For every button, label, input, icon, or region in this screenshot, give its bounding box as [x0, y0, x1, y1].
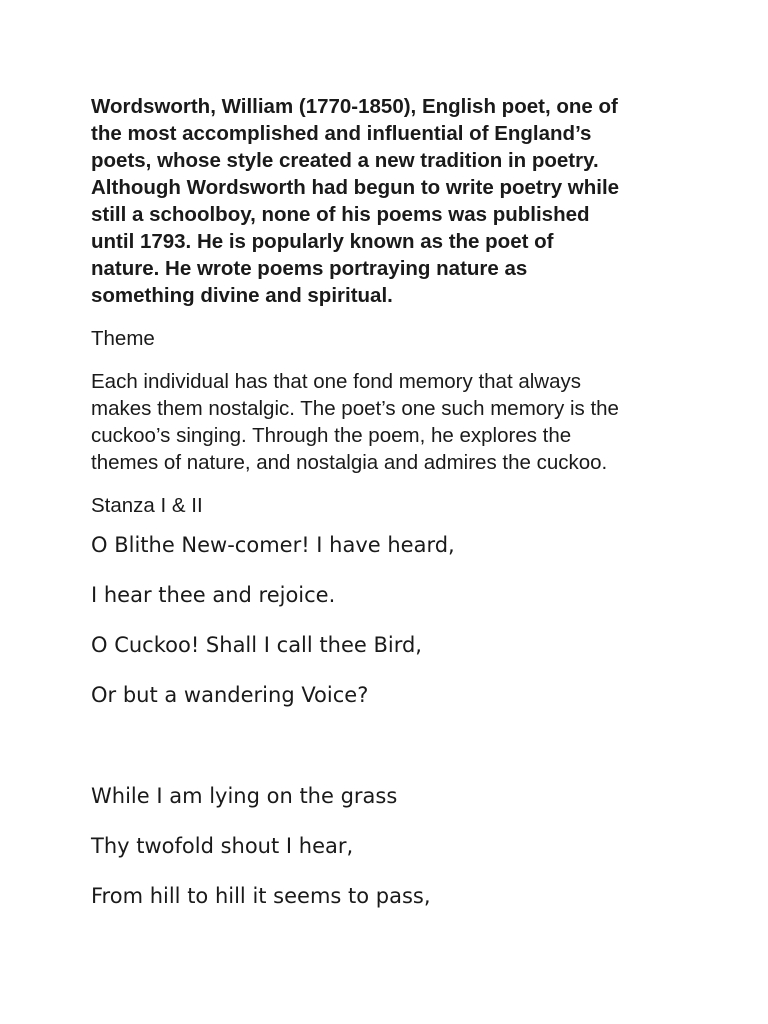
stanza-2 — [91, 782, 691, 910]
stanza-spacer — [91, 731, 691, 782]
verse-line: From hill to hill it seems to pass, — [91, 884, 431, 908]
stanza-1 — [91, 531, 691, 709]
verse-line: O Blithe New-comer! I have heard, — [91, 533, 455, 557]
verse-line: While I am lying on the grass — [91, 784, 398, 808]
theme-heading: Theme — [91, 327, 155, 350]
intro-paragraph: Wordsworth, William (1770-1850), English poet, one of the most accomplished and influential of England’s poets, whose style created a new tradition in poetry. Although Wordsworth had begun to write poetry while still a schoolboy, none of his poems was published until 1793. He is popularly known as the poet of nature. He wrote poems portraying nature as something divine and spiritual. — [91, 95, 620, 307]
verse-line: Or but a wandering Voice? — [91, 683, 369, 707]
verse-line: I hear thee and rejoice. — [91, 583, 336, 607]
verse-line: O Cuckoo! Shall I call thee Bird, — [91, 633, 422, 657]
stanza-heading: Stanza I & II — [91, 494, 203, 517]
document-page — [91, 93, 691, 932]
theme-paragraph: Each individual has that one fond memory that always makes them nostalgic. The poet’s one such memory is the cuckoo’s singing. Through the poem, he explores the themes of nature, and nostalgia and admires the cuckoo. — [91, 370, 619, 474]
verse-line: Thy twofold shout I hear, — [91, 834, 354, 858]
